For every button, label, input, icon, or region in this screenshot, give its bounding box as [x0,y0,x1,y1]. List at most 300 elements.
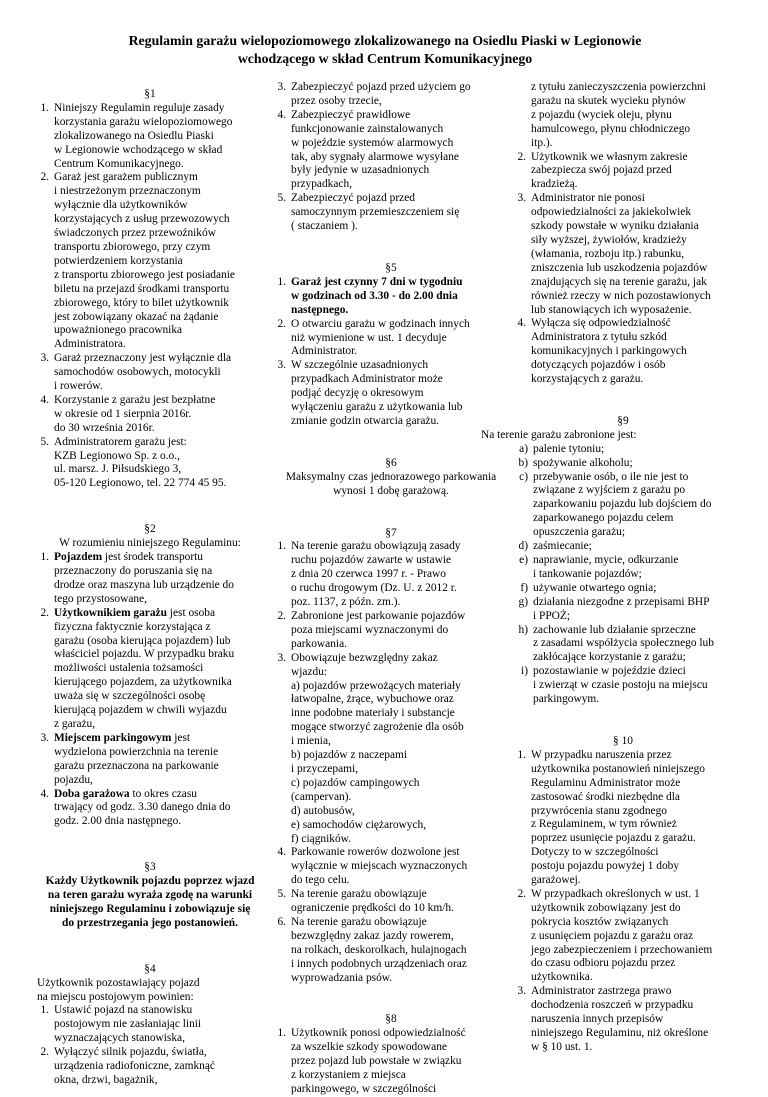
text-line: ul. marsz. J. Piłsudskiego 3, [54,463,182,476]
list-item-text [291,1027,510,1097]
list-item [272,846,510,888]
text-line: Wyłączyć silnik pojazdu, światła, [54,1046,207,1059]
list-marker: 4. [40,787,49,800]
text-line: do czasu odbioru pojazdu przez [531,957,676,970]
list-item-text [291,81,510,109]
section-5-heading: §5 [385,261,397,274]
section-3-heading: §3 [144,861,156,874]
text-line: Użytkownikiem garażu jest osoba [54,606,216,619]
list-marker: 2. [277,610,286,622]
list-item [272,318,510,360]
list-item [511,749,735,888]
text-line: o ruchu drogowym (Dz. U. z 2012 r. [291,582,457,595]
list-marker: 1. [40,101,49,114]
text-line: wyprowadzania psów. [291,971,393,984]
text-line: na rolkach, deskorolkach, hulajnogach [291,943,467,956]
text-line: Regulaminu Administrator może [531,776,681,789]
text-line: i rowerów. [54,380,103,393]
text-line: możliwości ustalenia tożsamości [54,662,204,675]
text-line: itp.). [531,136,553,149]
text-line: i tankowanie pojazdów; [533,567,642,580]
text-line: Administrator zastrzega prawo [531,985,672,998]
list-item-text [291,359,510,429]
text-line: również rzeczy w nich pozostawionych [531,289,711,302]
text-line: Niniejszy Regulamin reguluje zasady [54,101,225,114]
text-line: wydzielona powierzchnia na terenie [54,745,219,758]
text-line: przez osoby trzecie, [291,94,382,107]
text-line: garażowej. [531,874,581,887]
list-item [511,457,735,471]
text-line: uważa się w szczególności osobę [54,690,206,703]
list-item [272,276,510,318]
section-4-list-part-2 [272,81,510,234]
text-line: zniszczenia lub uszkodzenia pojazdów [531,261,708,274]
list-item [272,610,510,652]
list-marker: 1. [277,1027,286,1040]
text-line: palenie tytoniu; [533,442,605,455]
text-line: W przypadkach określonych w ust. 1 [531,887,700,900]
text-line: użytkownika postanowień niniejszego [531,762,705,775]
text-line: w Legionowie wchodzącego w skład [54,143,223,156]
text-line: następnego. [291,303,349,316]
text-line: ( staczaniem ). [291,220,358,233]
list-item-text [531,151,735,193]
list-item [511,554,735,582]
text-line: świadczonych przez przewoźników [54,227,216,240]
text-line: dotyczących pojazdów i osób [531,359,666,372]
section-8-list-part-1 [272,1027,510,1097]
list-item-text [54,394,263,436]
list-marker: 2. [277,317,286,330]
text-line: a) pojazdów przewożących materiały [291,679,461,692]
list-marker: f) [520,581,528,594]
text-line: korzystania garażu wielopoziomowego [54,115,233,128]
text-line: wyznaczających stanowiska, [54,1032,185,1045]
list-marker: 2. [40,1046,49,1059]
text-line: Na terenie garażu obowiązuje [291,915,427,928]
section-4-intro [37,977,263,1005]
list-item [37,1004,263,1046]
text-line: parkingowym. [533,693,600,706]
text-line: użytkownik zobowiązany jest do [531,901,681,914]
text-line: Na terenie garażu obowiązuje [291,888,427,901]
list-marker: 4. [40,393,49,406]
text-line: Wyłącza się odpowiedzialność [531,317,671,330]
text-line: i PPOŻ; [533,609,571,622]
list-marker: e) [519,554,528,566]
column-3 [481,76,735,1055]
text-line: Miejscem parkingowym jest [54,731,191,744]
text-line: Dotyczy to w szczególności [531,846,659,859]
text-line: do tego celu. [291,874,350,887]
list-marker: 3. [517,985,526,998]
text-line: godz. 2.00 dnia następnego. [54,815,182,828]
text-line: garażu na skutek wycieku płynów [531,94,686,107]
text-line: z usunięciem pojazdu z garażu oraz [531,929,694,942]
text-line: siły wyższej, żywiołów, kradzieży [531,233,687,246]
document-title [40,32,730,68]
section-2-heading: §2 [144,523,156,536]
section-5-list [272,276,510,429]
text-line: z garażu, [54,717,96,730]
text-line: Administratora z tytułu szkód [531,331,667,344]
text-line: z transportu zbiorowego jest posiadanie [54,268,235,281]
text-line: Zabezpieczyć pojazd przed [291,192,415,205]
text-line: Użytkownik pozostawiający pojazd [37,976,200,989]
list-item [37,788,263,830]
text-line: do przestrzegania jego postanowień. [62,916,238,929]
text-line: pokrycia kosztów związanych [531,915,669,928]
list-marker: 1. [40,1004,49,1017]
text-line: spożywanie alkoholu; [533,456,633,469]
text-line: i zwierząt w czasie postoju na miejscu [533,679,708,692]
text-line: garażu (osoba kierująca pojazdem) lub [54,634,231,647]
text-line: Obowiązuje bezwzględny zakaz [291,651,438,664]
list-item-text [54,102,263,172]
list-item-text [54,1046,263,1088]
text-line: lub stanowiących ich wyposażenie. [531,303,692,316]
text-line: W przypadku naruszenia przez [531,748,672,761]
text-line: Maksymalny czas jednorazowego parkowania [285,470,497,483]
section-3-text [37,875,263,931]
list-marker: 6. [277,915,286,928]
list-item-text [531,317,735,387]
list-item [511,665,735,707]
list-item-text [54,788,263,830]
list-item [511,317,735,387]
text-line: zaparkowaniu pojazdu lub dojściem do [533,498,712,511]
text-line: mogące stworzyć zagrożenie dla osób [291,721,464,734]
text-line: Zabronione jest parkowanie pojazdów [291,610,466,622]
list-item-text [531,985,735,1055]
text-line: jego zabezpieczeniem i przechowaniem [531,943,713,956]
text-line: Administrator. [291,345,358,358]
list-marker: 3. [277,359,286,372]
list-item [272,359,510,429]
text-line: z Regulaminem, w tym również [531,818,677,831]
section-8-heading: §8 [385,1013,397,1026]
list-item [37,607,263,732]
text-line: Zabezpieczyć prawidłowe [291,108,411,121]
list-item [272,192,510,234]
list-item [272,1027,510,1097]
list-marker: 5. [277,192,286,205]
text-line: w § 10 ust. 1. [531,1040,593,1053]
text-line: parkingowego, w szczególności [291,1083,437,1095]
text-line: kradzieżą. [531,178,578,191]
text-line: Każdy Użytkownik pojazdu poprzez wjazd [45,875,255,888]
text-line: z pojazdu (wyciek oleju, płynu [531,108,672,121]
list-item [272,652,510,847]
text-line: podjąć decyzję o okresowym [291,387,424,400]
list-item [511,151,735,193]
list-item [511,596,735,624]
list-item-text [533,443,735,457]
section-4-heading: §4 [144,962,156,975]
text-line: naruszenia innych przepisów [531,1013,664,1026]
list-marker: 2. [40,171,49,184]
section-2-list [37,551,263,829]
text-line: d) autobusów, [291,804,355,817]
section-7-heading: §7 [385,526,397,539]
text-line: i innych podobnych urządzeniach oraz [291,957,467,970]
text-line: i niestrzeżonym przeznaczonym [54,185,201,198]
text-line: samochodów osobowych, motocykli [54,366,221,379]
list-item [511,540,735,554]
text-line: f) ciągników. [291,832,351,845]
text-line: tak, aby sygnały alarmowe wysyłane [291,150,459,163]
section-10-heading: § 10 [613,734,633,747]
section-6-heading: §6 [385,456,397,469]
text-line: zbiorowego, który to bilet użytkownik [54,296,229,309]
list-item [511,985,735,1055]
text-line: poza miejscami wyznaczonymi do [291,623,449,636]
text-line: przeznaczony do poruszania się na [54,565,213,577]
list-item-text [54,607,263,732]
text-line: Administratorem garażu jest: [54,435,187,448]
text-line: Użytkownik we własnym zakresie [531,150,688,163]
text-line: i mienia, [291,735,331,748]
list-item-text [533,457,735,471]
text-line: c) pojazdów campingowych [291,776,420,789]
text-line: używanie otwartego ognia; [533,581,657,594]
text-line: związane z wyjściem z garażu po [533,484,686,497]
text-line: fizyczna faktycznie korzystająca z [54,620,211,633]
text-line: z tytułu zanieczyszczenia powierzchni [531,81,706,93]
list-marker: i) [521,665,528,678]
text-line: drodze oraz maszyna lub urządzenie do [54,578,234,591]
text-line: korzystających z usług przewozowych [54,213,230,226]
text-line: Administratora. [54,338,126,351]
list-item [511,192,735,317]
list-marker: 4. [517,317,526,330]
text-line: Użytkownik ponosi odpowiedzialność [291,1027,466,1040]
text-line: dochodzenia roszczeń w przypadku [531,999,694,1012]
section-8-list-part-2 [511,81,735,387]
text-line: zastosować środki niezbędne dla [531,790,680,803]
text-line: w pojeździe systemów alarmowych [291,136,454,149]
list-item [37,394,263,436]
list-item-text [54,352,263,394]
text-line: w godzinach od 3.30 - do 2.00 dnia [291,289,458,302]
text-line: O otwarciu garażu w godzinach innych [291,317,470,330]
text-line: użytkownika. [531,971,593,984]
section-9-list [511,443,735,707]
list-marker: 3. [277,81,286,93]
section-1-list [37,102,263,491]
column-1 [37,76,263,1088]
list-item [272,540,510,610]
text-line: hamulcowego, płynu chłodniczego [531,122,691,135]
text-line: zaparkowanego pojazdu celem [533,512,674,525]
list-item [37,102,263,172]
list-item-text [533,582,735,596]
list-marker: d) [518,540,528,553]
text-line: e) samochodów ciężarowych, [291,818,427,831]
text-line: parkowania. [291,637,347,650]
text-line: przez pojazd lub powstałe w związku [291,1055,462,1068]
list-item-text [54,1004,263,1046]
list-item [37,551,263,607]
text-line: zlokalizowanego na Osiedlu Piaski [54,129,214,142]
text-line: b) pojazdów z naczepami [291,749,408,762]
list-item [37,171,263,352]
text-line: były jedynie w uzasadnionych [291,164,430,177]
text-line: trwający od godz. 3.30 danego dnia do [54,801,231,814]
list-item [511,443,735,457]
text-line: wyłącznie w miejscach wyznaczonych [291,860,468,873]
text-line: bezwzględny zakaz jazdy rowerem, [291,929,454,942]
list-item-text [531,81,735,151]
list-marker: 4. [277,846,286,859]
text-line: upoważnionego pracownika [54,324,183,337]
text-line: okna, drzwi, bagażnik, [54,1074,158,1086]
list-item-text [54,171,263,352]
text-line: wjazdu: [291,665,328,678]
list-marker: 2. [40,606,49,619]
text-line: zabezpiecza swój pojazd przed [531,164,672,177]
text-line: łatwopalne, żrące, wybuchowe oraz [291,693,454,706]
section-4-list-part-1 [37,1004,263,1087]
text-line: działania niezgodne z przepisami BHP [533,595,710,608]
list-marker: h) [518,623,528,636]
text-line: Parkowanie rowerów dozwolone jest [291,846,460,859]
text-line: pojazdu, [54,773,93,786]
list-item-text [533,540,735,554]
text-line: właściciel pojazdu. W przypadku braku [54,648,235,661]
text-line: poz. 1137, z późn. zm.). [291,596,401,609]
text-line: komunikacyjnych i parkingowych [531,345,687,358]
text-line: odpowiedzialności za jakiekolwiek [531,206,692,219]
text-line: KZB Legionowo Sp. z o.o., [54,449,180,462]
text-line: i przyczepami, [291,762,359,775]
text-line: przypadkach Administrator może [291,373,443,386]
text-line: z zasadami współżycia społecznego lub [533,637,714,650]
list-item [37,436,263,492]
text-line: tego przystosowane, [54,592,147,605]
list-marker: 3. [277,651,286,664]
list-item [511,582,735,596]
list-marker [511,81,531,151]
list-marker: c) [519,470,528,483]
text-line: do 30 września 2016r. [54,421,155,434]
text-line: Doba garażowa to okres czasu [54,787,197,800]
list-item [511,624,735,666]
list-item [272,109,510,192]
list-marker: 4. [277,108,286,121]
text-line: samoczynnym przemieszczeniem się [291,206,460,219]
list-item [37,352,263,394]
list-marker: 2. [517,150,526,163]
text-line: w okresie od 1 sierpnia 2016r. [54,407,192,420]
text-line: niniejszego Regulaminu i zobowiązuje się [49,902,251,915]
text-line: Na terenie garażu obowiązują zasady [291,540,461,553]
text-line: Administrator nie ponosi [531,192,645,205]
text-line: wynosi 1 dobę garażową. [333,484,449,497]
text-line: przypadkach, [291,178,353,191]
text-line: W szczególnie uzasadnionych [291,359,429,372]
text-line: funkcjonowanie zainstalowanych [291,122,444,135]
text-line: naprawianie, mycie, odkurzanie [533,554,679,566]
list-item-text [291,888,510,916]
list-marker: 1. [277,275,286,288]
list-item-text [533,471,735,541]
text-line: potwierdzeniem korzystania [54,254,183,267]
list-item-text [291,916,510,986]
list-marker: a) [519,442,528,455]
defined-term: Miejscem parkingowym [54,731,172,744]
text-line: inne podobne materiały i substancje [291,707,455,720]
list-item-text [533,596,735,624]
text-line: kierującego pojazdem, za użytkownika [54,676,232,689]
section-9-heading: §9 [617,414,629,427]
list-marker: 3. [40,352,49,365]
list-marker: b) [518,456,528,469]
text-line: wyłącznie dla użytkowników [54,199,188,212]
list-marker: 3. [40,731,49,744]
list-item-text [291,846,510,888]
text-line: ruchu pojazdów zawarte w ustawie [291,554,452,567]
text-line: z dnia 20 czerwca 1997 r. - Prawo [291,568,446,581]
section-9-intro: Na terenie garażu zabronione jest: [481,428,637,441]
text-line: poprzez usunięcie pojazdu z garażu. [531,832,696,845]
text-line: szkody powstałe w wyniku działania [531,220,699,233]
text-line: znajdujących się na terenie garażu, jak [531,275,707,288]
text-line: zakłócające korzystanie z garażu; [533,651,686,664]
text-line: Garaż jest czynny 7 dni w tygodniu [291,275,463,288]
column-2 [272,76,510,1097]
text-line: wyłączeniu garażu z użytkowania lub [291,401,463,414]
list-item-text [291,540,510,610]
text-line: Korzystanie z garażu jest bezpłatne [54,393,216,406]
text-line: urządzenia radiofoniczne, zamknąć [54,1060,215,1073]
text-line: opuszczenia garażu; [533,526,626,539]
list-item-text [291,652,510,847]
title-line-2: wchodzącego w skład Centrum Komunikacyjnego [237,51,533,66]
list-item [37,1046,263,1088]
text-line: na teren garażu wyraża zgodę na warunki [47,889,253,902]
text-line: przebywanie osób, o ile nie jest to [533,470,689,483]
text-line: postojowym nie zasłaniając linii [54,1018,202,1031]
list-item [37,732,263,788]
text-line: zachowanie lub działanie sprzeczne [533,623,696,636]
text-line: niż wymienione w ust. 1 decyduje [291,331,447,344]
list-item-text [531,192,735,317]
list-marker: 1. [40,551,49,564]
text-line: (campervan). [291,790,352,803]
defined-term: Pojazdem [54,551,103,564]
text-line: za wszelkie szkody spowodowane [291,1041,447,1054]
list-item-text [533,665,735,707]
defined-term: Użytkownikiem garażu [54,606,167,619]
title-line-1: Regulamin garażu wielopoziomowego zlokalizowanego na Osiedlu Piaski w Legionowie [128,33,642,48]
section-10-list [511,749,735,1055]
list-item [272,888,510,916]
text-line: Centrum Komunikacyjnego. [54,157,184,170]
list-item-text [291,610,510,652]
list-item-text [291,318,510,360]
list-marker: 5. [277,888,286,901]
list-item [511,471,735,541]
list-marker: 2. [517,887,526,900]
list-marker: 1. [277,540,286,553]
text-line: Pojazdem jest środek transportu [54,551,203,564]
list-marker: 5. [40,435,49,448]
text-line: przywrócenia stanu zgodnego [531,804,668,817]
text-line: transportu zbiorowego, przy czym [54,240,211,253]
list-item-text [531,888,735,985]
list-item-text [291,276,510,318]
